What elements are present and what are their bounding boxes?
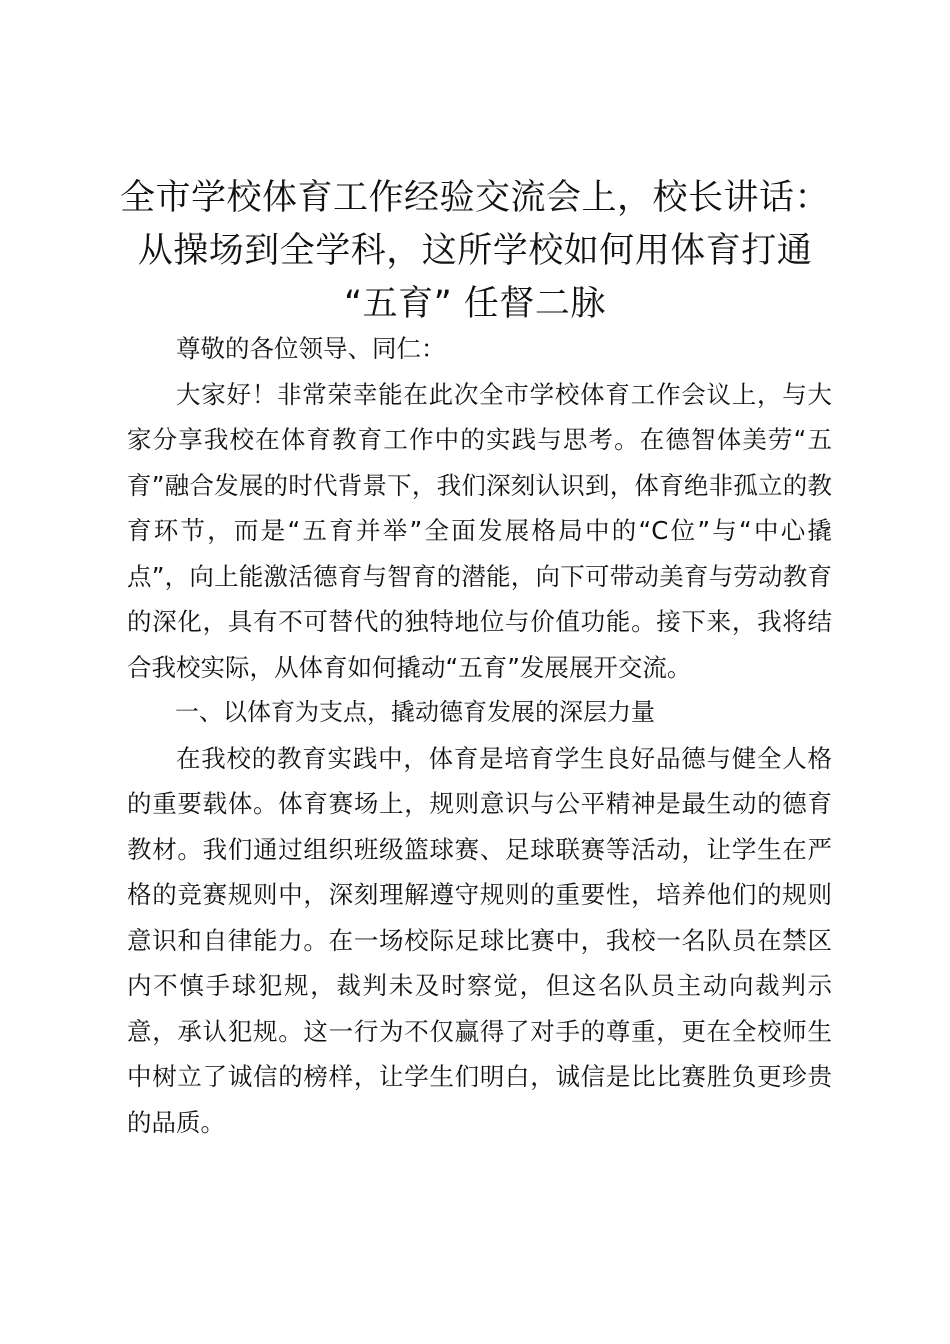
paragraph-section-one: 在我校的教育实践中，体育是培育学生良好品德与健全人格的重要载体。体育赛场上，规则意识与公平精神是最生动的德育教材。我们通过组织班级篮球赛、足球联赛等活动，让学生在严格的竞赛规则中，深刻理解遵守规则的重要性，培养他们的规则意识和自律能力。在一场校际足球比赛中，我校一名队员在禁区内不慎手球犯规，裁判未及时察觉，但这名队员主动向裁判示意，承认犯规。这一行为不仅赢得了对手的尊重，更在全校师生中树立了诚信的榜样，让学生们明白，诚信是比比赛胜负更珍贵的品质。	[127, 743, 832, 1137]
title-line-2: 从操场到全学科，这所学校如何用体育打通	[137, 231, 813, 271]
document-title	[100, 172, 850, 331]
salutation: 尊敬的各位领导、同仁：	[176, 334, 446, 363]
section-heading: 一、以体育为支点，撬动德育发展的深层力量	[175, 698, 655, 726]
title-line-3: “五育” 任督二脉	[344, 284, 606, 324]
document-body	[127, 326, 832, 1145]
title-line-1: 全市学校体育工作经验交流会上，校长讲话：	[119, 178, 830, 218]
paragraph-intro: 大家好！非常荣幸能在此次全市学校体育工作会议上，与大家分享我校在体育教育工作中的实践与思考。在德智体美劳“五育”融合发展的时代背景下，我们深刻认识到，体育绝非孤立的教育环节，而是“五育并举”全面发展格局中的“C位”与“中心撬点”，向上能激活德育与智育的潜能，向下可带动美育与劳动教育的深化，具有不可替代的独特地位与价值功能。接下来，我将结合我校实际，从体育如何撬动“五育”发展展开交流。	[127, 379, 832, 682]
